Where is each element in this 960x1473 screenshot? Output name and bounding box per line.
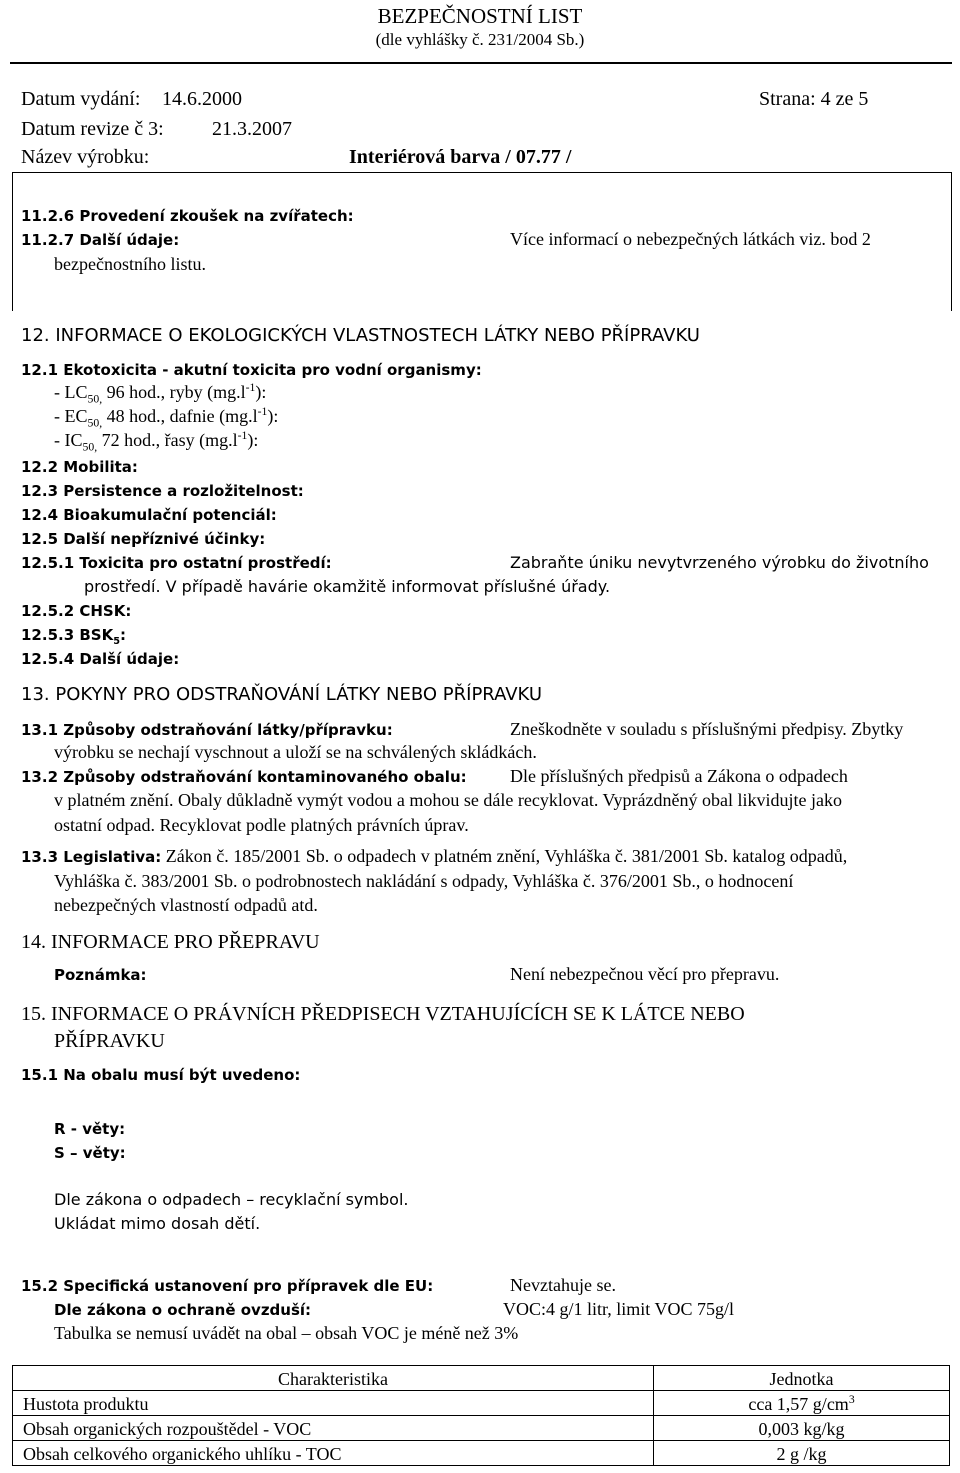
doc-subtitle: (dle vyhlášky č. 231/2004 Sb.) bbox=[375, 30, 585, 49]
table-cell-value: 2 g /kg bbox=[654, 1441, 950, 1466]
s15-s-phrases: S – věty: bbox=[54, 1144, 126, 1162]
s12-adverse-effects: 12.5 Další nepříznivé účinky: bbox=[21, 530, 266, 548]
s15-heading-line2: PŘÍPRAVKU bbox=[54, 1030, 165, 1052]
table-row bbox=[13, 1391, 950, 1416]
s12-mobility: 12.2 Mobilita: bbox=[21, 458, 138, 476]
table-header-characteristic: Charakteristika bbox=[13, 1366, 654, 1391]
s13-p1-label: 13.1 Způsoby odstraňování látky/přípravku: bbox=[21, 721, 393, 739]
table-header-row bbox=[13, 1366, 950, 1391]
s11-line1: 11.2.6 Provedení zkoušek na zvířatech: bbox=[21, 207, 354, 225]
s13-p3-cont1: Vyhláška č. 383/2001 Sb. o podrobnostech nakládání s odpady, Vyhláška č. 376/2001 Sb., o hodnocení bbox=[54, 871, 794, 891]
s13-p3-cont2: nebezpečných vlastností odpadů atd. bbox=[54, 895, 318, 915]
s12-persistence: 12.3 Persistence a rozložitelnost: bbox=[21, 482, 304, 500]
doc-title: BEZPEČNOSTNÍ LIST bbox=[377, 4, 583, 28]
s12-other-data: 12.5.4 Další údaje: bbox=[21, 650, 180, 668]
s12-bioaccumulation: 12.4 Bioakumulační potenciál: bbox=[21, 506, 277, 524]
s15-recycle: Dle zákona o odpadech – recyklační symbol. bbox=[54, 1190, 409, 1209]
issue-date: 14.6.2000 bbox=[162, 88, 242, 110]
product-name: Interiérová barva / 07.77 / bbox=[349, 146, 572, 168]
s15-air-label: Dle zákona o ochraně ovzduší: bbox=[54, 1301, 312, 1319]
table-row bbox=[13, 1416, 950, 1441]
s13-heading: 13. POKYNY PRO ODSTRAŇOVÁNÍ LÁTKY NEBO PŘÍPRAVKU bbox=[21, 684, 543, 705]
s13-p2-value: Dle příslušných předpisů a Zákona o odpadech bbox=[510, 766, 848, 786]
s15-p2-label: 15.2 Specifická ustanovení pro přípravek dle EU: bbox=[21, 1277, 434, 1295]
table-cell-value: cca 1,57 $g/cm^3$ bbox=[654, 1391, 950, 1416]
s13-p1-value: Zneškodněte v souladu s příslušnými předpisy. Zbytky bbox=[510, 719, 904, 739]
s11-line3: bezpečnostního listu. bbox=[54, 254, 206, 274]
s15-heading-line1: 15. INFORMACE O PRÁVNÍCH PŘEDPISECH VZTAHUJÍCÍCH SE K LÁTCE NEBO bbox=[21, 1003, 745, 1025]
page-number: Strana: 4 ze 5 bbox=[759, 88, 869, 110]
s11-line2-value: Více informací o nebezpečných látkách viz. bod 2 bbox=[510, 229, 871, 249]
table-cell-name: Obsah celkového organického uhlíku - TOC bbox=[13, 1441, 654, 1466]
s12-lc50: - $LC_{50,}$ 96 hod., ryby $(mg.l^{-1})$: bbox=[54, 381, 267, 406]
s12-toxicity-value: Zabraňte úniku nevytvrzeného výrobku do životního bbox=[510, 553, 929, 572]
revision-label: Datum revize č 3: bbox=[21, 118, 164, 140]
s14-heading: 14. INFORMACE PRO PŘEPRAVU bbox=[21, 931, 320, 953]
s13-p1-cont: výrobku se nechají vyschnout a uloží se na schválených skládkách. bbox=[54, 742, 537, 762]
s15-p1: 15.1 Na obalu musí být uvedeno: bbox=[21, 1066, 301, 1084]
s14-note-label: Poznámka: bbox=[54, 966, 147, 984]
s12-toxicity-label: 12.5.1 Toxicita pro ostatní prostředí: bbox=[21, 554, 332, 572]
table-header-unit: Jednotka bbox=[654, 1366, 950, 1391]
revision-date: 21.3.2007 bbox=[212, 118, 292, 140]
s12-toxicity-cont: prostředí. V případě havárie okamžitě informovat příslušné úřady. bbox=[84, 577, 611, 596]
table-row bbox=[13, 1441, 950, 1466]
table-cell-name: Hustota produktu bbox=[13, 1391, 654, 1416]
s12-ec50: - $EC_{50,}$ 48 hod., dafnie $(mg.l^{-1})$: bbox=[54, 405, 279, 430]
s14-note-value: Není nebezpečnou věcí pro přepravu. bbox=[510, 964, 780, 984]
header-rule bbox=[10, 62, 952, 64]
table-cell-name: Obsah organických rozpouštědel - VOC bbox=[13, 1416, 654, 1441]
s12-heading: 12. INFORMACE O EKOLOGICKÝCH VLASTNOSTECH LÁTKY NEBO PŘÍPRAVKU bbox=[21, 325, 700, 346]
s15-air-value: VOC:4 g/1 litr, limit VOC 75g/l bbox=[503, 1299, 734, 1319]
s13-p2-cont2: ostatní odpad. Recyklovat podle platných právních úprav. bbox=[54, 815, 469, 835]
s13-p2-cont1: v platném znění. Obaly důkladně vymýt vodou a mohou se dále recyklovat. Vyprázdněný obal likvidujte jako bbox=[54, 790, 842, 810]
table-cell-value: 0,003 kg/kg bbox=[654, 1416, 950, 1441]
s13-p3: 13.3 Legislativa: Zákon č. 185/2001 Sb. o odpadech v platném znění, Vyhláška č. 381/2001 Sb. katalog odpadů, bbox=[21, 846, 848, 866]
s12-bsk: 12.5.3 $BSK_5$: bbox=[21, 626, 127, 647]
s12-ecotox: 12.1 Ekotoxicita - akutní toxicita pro vodní organismy: bbox=[21, 361, 482, 379]
s15-r-phrases: R - věty: bbox=[54, 1120, 126, 1138]
s15-table-note: Tabulka se nemusí uvádět na obal – obsah VOC je méně než 3% bbox=[54, 1323, 519, 1343]
voc-table bbox=[12, 1365, 950, 1466]
s13-p2-label: 13.2 Způsoby odstraňování kontaminovaného obalu: bbox=[21, 768, 467, 786]
issue-label: Datum vydání: bbox=[21, 88, 141, 110]
s15-children: Ukládat mimo dosah dětí. bbox=[54, 1214, 261, 1233]
s12-ic50: - $IC_{50,}$ 72 hod., řasy $(mg.l^{-1})$: bbox=[54, 429, 259, 454]
s11-line2-label: 11.2.7 Další údaje: bbox=[21, 231, 180, 249]
product-label: Název výrobku: bbox=[21, 146, 150, 168]
s12-chsk: 12.5.2 CHSK: bbox=[21, 602, 132, 620]
s15-p2-value: Nevztahuje se. bbox=[510, 1275, 616, 1295]
